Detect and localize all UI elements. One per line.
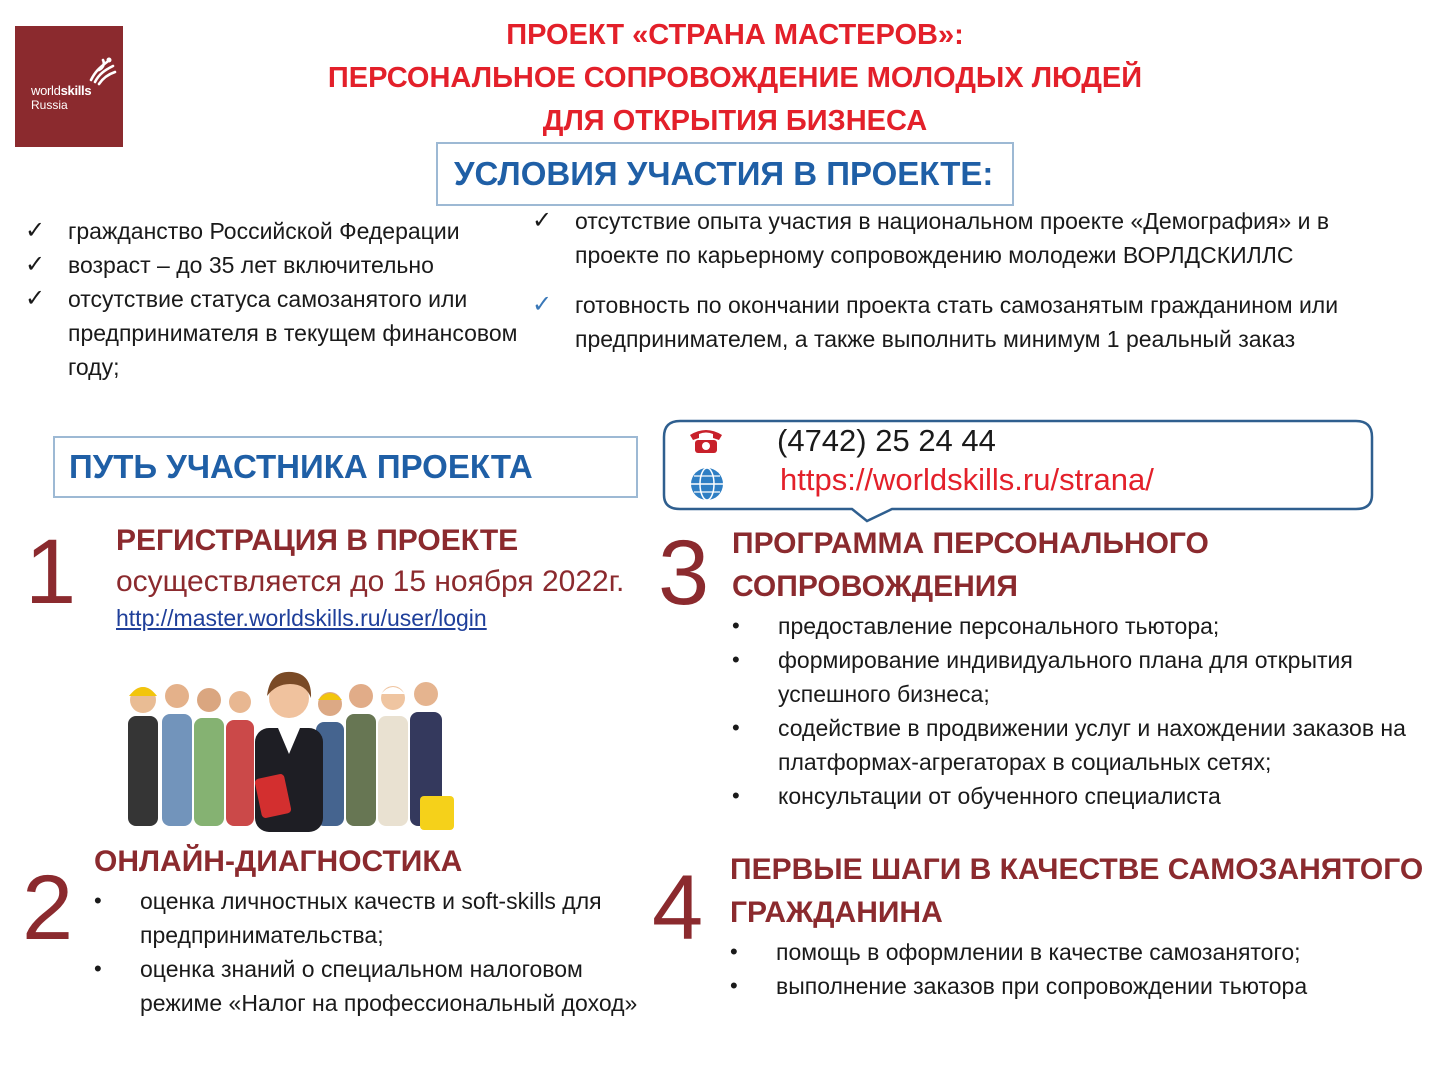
- conditions-list-left: [23, 214, 523, 384]
- list-item: • помощь в оформлении в качестве самозанятого;: [730, 935, 1430, 969]
- condition-item: ✓ возраст – до 35 лет включительно: [23, 248, 523, 282]
- condition-item: ✓ отсутствие статуса самозанятого или предпринимателя в текущем финансовом году;: [23, 282, 523, 384]
- conditions-list-right: [530, 204, 1410, 356]
- professionals-photo: [120, 656, 460, 832]
- step-1-number: 1: [25, 521, 77, 623]
- path-heading: ПУТЬ УЧАСТНИКА ПРОЕКТА: [53, 436, 638, 498]
- list-item: • оценка личностных качеств и soft-skills для предпринимательства;: [94, 884, 654, 952]
- page-title: [290, 14, 1180, 143]
- title-line-2: ПЕРСОНАЛЬНОЕ СОПРОВОЖДЕНИЕ МОЛОДЫХ ЛЮДЕЙ: [327, 62, 1143, 94]
- registration-link[interactable]: http://master.worldskills.ru/user/login: [116, 605, 487, 631]
- phone-icon: [686, 425, 726, 455]
- step-2-heading: ОНЛАЙН-ДИАГНОСТИКА: [94, 845, 463, 878]
- step-4-list: [730, 935, 1430, 1003]
- globe-icon: [689, 466, 725, 502]
- list-item: • содействие в продвижении услуг и нахождении заказов на платформах-агрегаторах в социальных сетях;: [732, 711, 1432, 779]
- list-item: • формирование индивидуального плана для открытия успешного бизнеса;: [732, 643, 1432, 711]
- condition-item: ✓ готовность по окончании проекта стать самозанятым гражданином или предпринимателем, а также выполнить минимум 1 реальный заказ: [530, 288, 1410, 356]
- contact-callout: [662, 419, 1374, 511]
- worldskills-logo: [15, 26, 123, 147]
- step-3-heading: ПРОГРАММА ПЕРСОНАЛЬНОГО СОПРОВОЖДЕНИЯ: [732, 527, 1209, 603]
- condition-item: ✓ гражданство Российской Федерации: [23, 214, 523, 248]
- website-link[interactable]: https://worldskills.ru/strana/: [780, 462, 1154, 497]
- list-item: • выполнение заказов при сопровождении тьютора: [730, 969, 1430, 1003]
- list-item: • предоставление персонального тьютора;: [732, 609, 1432, 643]
- step-1-heading: РЕГИСТРАЦИЯ В ПРОЕКТЕ: [116, 524, 519, 557]
- step-3-number: 3: [658, 522, 710, 624]
- list-item: • консультации от обученного специалиста: [732, 779, 1432, 813]
- condition-item: ✓ отсутствие опыта участия в национальном проекте «Демография» и в проекте по карьерному сопровождению молодежи ВОРЛДСКИЛЛС: [530, 204, 1410, 272]
- logo-text: worldskills Russia: [31, 83, 92, 112]
- conditions-heading: УСЛОВИЯ УЧАСТИЯ В ПРОЕКТЕ:: [436, 142, 1014, 206]
- phone-number: (4742) 25 24 44: [777, 423, 996, 458]
- list-item: • оценка знаний о специальном налоговом режиме «Налог на профессиональный доход»: [94, 952, 654, 1020]
- step-1-subtitle: осуществляется до 15 ноября 2022г.: [116, 565, 625, 598]
- step-4-number: 4: [652, 857, 704, 959]
- title-line-3: ДЛЯ ОТКРЫТИЯ БИЗНЕСА: [542, 105, 928, 137]
- step-4-heading: ПЕРВЫЕ ШАГИ В КАЧЕСТВЕ САМОЗАНЯТОГО ГРАЖДАНИНА: [730, 853, 1424, 929]
- title-line-1: ПРОЕКТ «СТРАНА МАСТЕРОВ»:: [506, 19, 964, 51]
- step-3-list: [732, 609, 1432, 813]
- step-2-number: 2: [22, 857, 74, 959]
- step-2-list: [94, 884, 654, 1020]
